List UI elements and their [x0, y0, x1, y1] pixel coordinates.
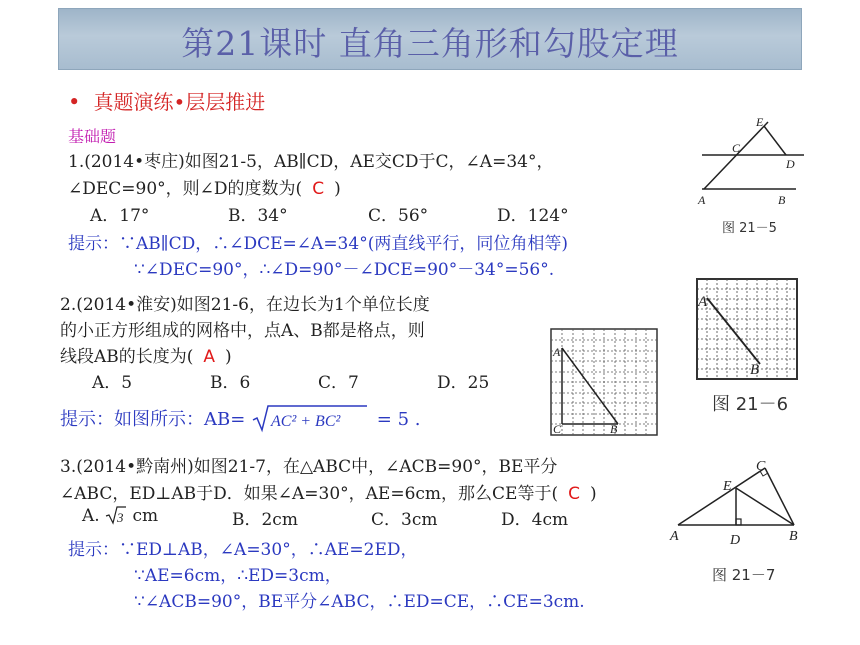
page-title: 第21课时 直角三角形和勾股定理: [181, 24, 679, 63]
fig3-caption: 图 21－7: [712, 566, 776, 584]
q2-hint: 提示：如图所示：AB= AC² + BC² = 5 .: [60, 404, 420, 434]
figure-21-6-hint: [548, 326, 660, 438]
q1-answer: C: [312, 179, 325, 199]
sqrt-body: AC² + BC²: [271, 413, 341, 430]
q1-option-d: D．124°: [497, 206, 569, 226]
q2-line3: 线段AB的长度为( A ): [60, 347, 232, 367]
basic-label: 基础题: [68, 127, 117, 146]
fig1-label-b: B: [778, 193, 786, 207]
fig2-caption: 图 21－6: [712, 394, 789, 415]
sqrt-formula: [251, 404, 369, 434]
fig1-label-a: A: [698, 193, 706, 207]
q1-hint2: ∵∠DEC=90°，∴∠D=90°－∠DCE=90°－34°=56°.: [134, 260, 555, 280]
q3-answer: C: [568, 484, 580, 504]
fig1-label-d: D: [786, 157, 795, 171]
section-title: 真题演练•层层推进: [93, 90, 266, 114]
fig2b-label-c: C: [553, 422, 562, 436]
q2-option-c: C．7: [318, 373, 359, 393]
fig2-label-b: B: [750, 362, 760, 378]
q3-option-b: B．2cm: [232, 510, 298, 530]
fig1-label-c: C: [732, 141, 741, 155]
q3-hint1: 提示：∵ED⊥AB，∠A=30°，∴AE=2ED，: [68, 540, 418, 560]
q3-hint3: ∵∠ACB=90°，BE平分∠ABC，∴ED=CE，∴CE=3cm.: [134, 592, 585, 612]
bullet-icon: •: [68, 90, 81, 114]
q1-option-b: B．34°: [228, 206, 288, 226]
fig1-caption: 图 21－5: [722, 221, 777, 236]
q1-line1: 1.(2014•枣庄)如图21-5，AB∥CD，AE交CD于C，∠A=34°，: [68, 152, 554, 172]
q1-line2: ∠DEC=90°，则∠D的度数为( C ): [68, 179, 341, 199]
svg-text:3: 3: [117, 510, 124, 525]
q3-hint2: ∵AE=6cm，∴ED=3cm，: [134, 566, 342, 586]
figure-21-6: [694, 276, 804, 418]
q1-option-a: A．17°: [90, 206, 150, 226]
sqrt3: [105, 505, 127, 525]
fig3-label-e: E: [723, 479, 732, 494]
figure-21-7: [668, 456, 810, 586]
fig2-label-a: A: [698, 294, 708, 310]
q2-option-a: A．5: [92, 373, 133, 393]
q2-line1: 2.(2014•淮安)如图21-6，在边长为1个单位长度: [60, 295, 430, 315]
fig2b-label-a: A: [553, 345, 561, 359]
fig3-label-b: B: [789, 529, 798, 544]
section-heading: [68, 86, 265, 115]
fig2b-label-b: B: [610, 422, 618, 436]
fig3-label-a: A: [670, 529, 679, 544]
figure-21-5: [696, 116, 808, 242]
q3-option-d: D．4cm: [501, 510, 569, 530]
fig3-label-d: D: [730, 533, 741, 548]
q2-line2: 的小正方形组成的网格中，点A、B都是格点，则: [60, 321, 425, 341]
fig1-label-e: E: [756, 116, 764, 129]
q2-answer: A: [203, 347, 216, 367]
title-bar: [58, 8, 802, 70]
q3-line2: ∠ABC，ED⊥AB于D．如果∠A=30°，AE=6cm，那么CE等于( C ): [60, 484, 597, 504]
q3-option-a: A. 3 cm: [82, 506, 159, 526]
q1-hint1: 提示：∵AB∥CD，∴∠DCE=∠A=34°(两直线平行，同位角相等): [68, 234, 568, 254]
q3-line1: 3.(2014•黔南州)如图21-7，在△ABC中，∠ACB=90°，BE平分: [60, 457, 558, 477]
q3-option-c: C．3cm: [371, 510, 438, 530]
q2-option-b: B．6: [210, 373, 251, 393]
fig3-label-c: C: [756, 459, 766, 474]
q1-option-c: C．56°: [368, 206, 429, 226]
q2-option-d: D．25: [437, 373, 490, 393]
